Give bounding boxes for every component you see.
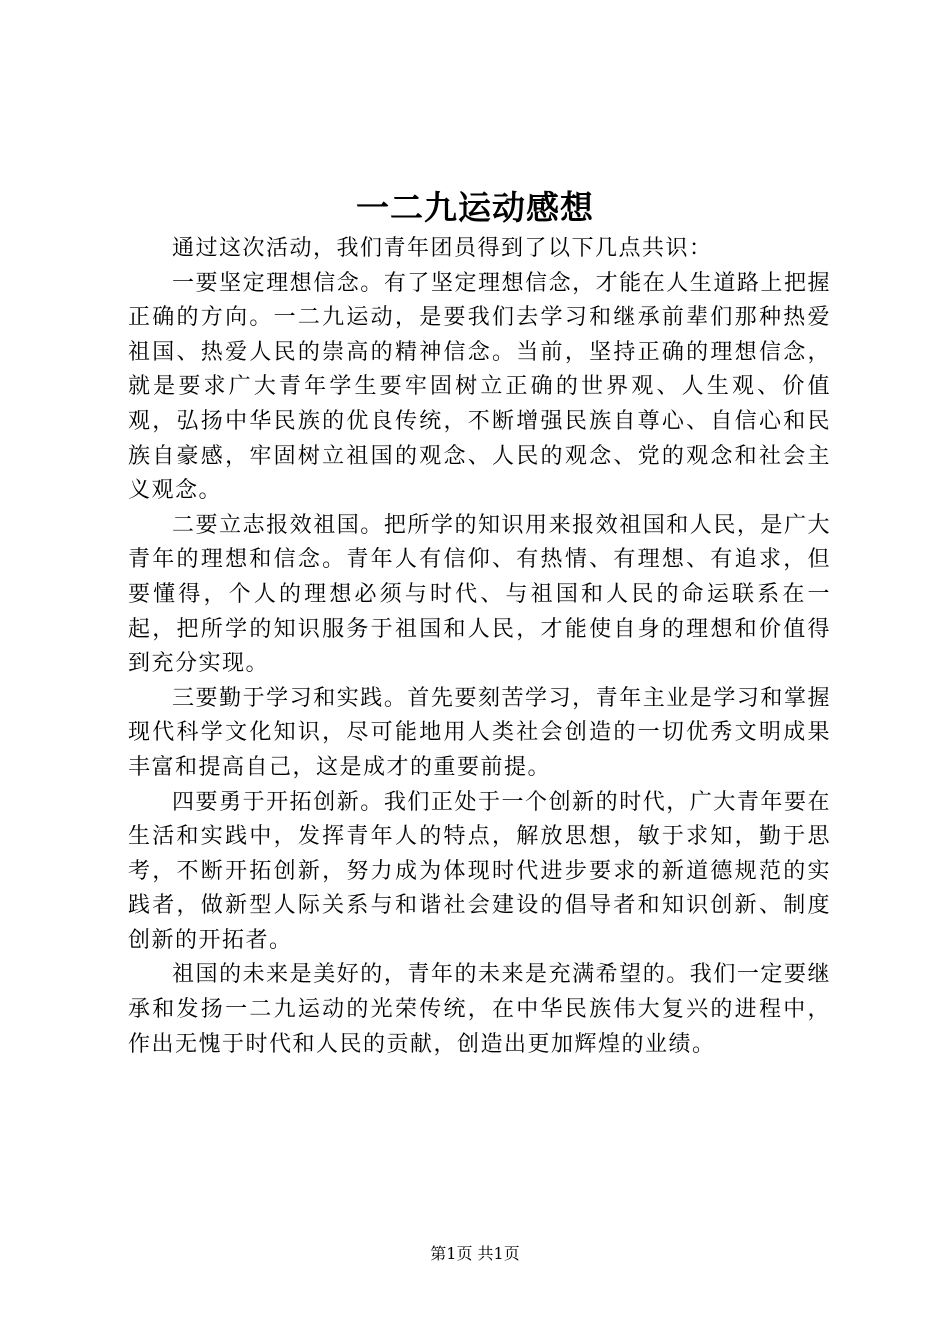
document-title: 一二九运动感想 [356, 188, 594, 227]
page-number-footer: 第1页 共1页 [430, 1244, 520, 1263]
paragraph-conclusion: 祖国的未来是美好的，青年的未来是充满希望的。我们一定要继承和发扬一二九运动的光荣传统，在中华民族伟大复兴的进程中，作出无愧于时代和人民的贡献，创造出更加辉煌的业绩。 [128, 962, 831, 1057]
paragraph-point-2: 二要立志报效祖国。把所学的知识用来报效祖国和人民，是广大青年的理想和信念。青年人有信仰、有热情、有理想、有追求，但要懂得，个人的理想必须与时代、与祖国和人民的命运联系在一起，把所学的知识服务于祖国和人民，才能使自身的理想和价值得到充分实现。 [128, 512, 831, 677]
paragraph-intro: 通过这次活动，我们青年团员得到了以下几点共识： [172, 236, 713, 261]
document-body [128, 232, 831, 1062]
paragraph-point-4: 四要勇于开拓创新。我们正处于一个创新的时代，广大青年要在生活和实践中，发挥青年人的特点，解放思想，敏于求知，勤于思考，不断开拓创新，努力成为体现时代进步要求的新道德规范的实践者，做新型人际关系与和谐社会建设的倡导者和知识创新、制度创新的开拓者。 [128, 789, 831, 953]
paragraph-point-1: 一要坚定理想信念。有了坚定理想信念，才能在人生道路上把握正确的方向。一二九运动，是要我们去学习和继承前辈们那种热爱祖国、热爱人民的崇高的精神信念。当前，坚持正确的理想信念，就是要求广大青年学生要牢固树立正确的世界观、人生观、价值观，弘扬中华民族的优良传统，不断增强民族自尊心、自信心和民族自豪感，牢固树立祖国的观念、人民的观念、党的观念和社会主义观念。 [128, 270, 831, 504]
paragraph-point-3: 三要勤于学习和实践。首先要刻苦学习，青年主业是学习和掌握现代科学文化知识，尽可能地用人类社会创造的一切优秀文明成果丰富和提高自己，这是成才的重要前提。 [128, 685, 831, 780]
